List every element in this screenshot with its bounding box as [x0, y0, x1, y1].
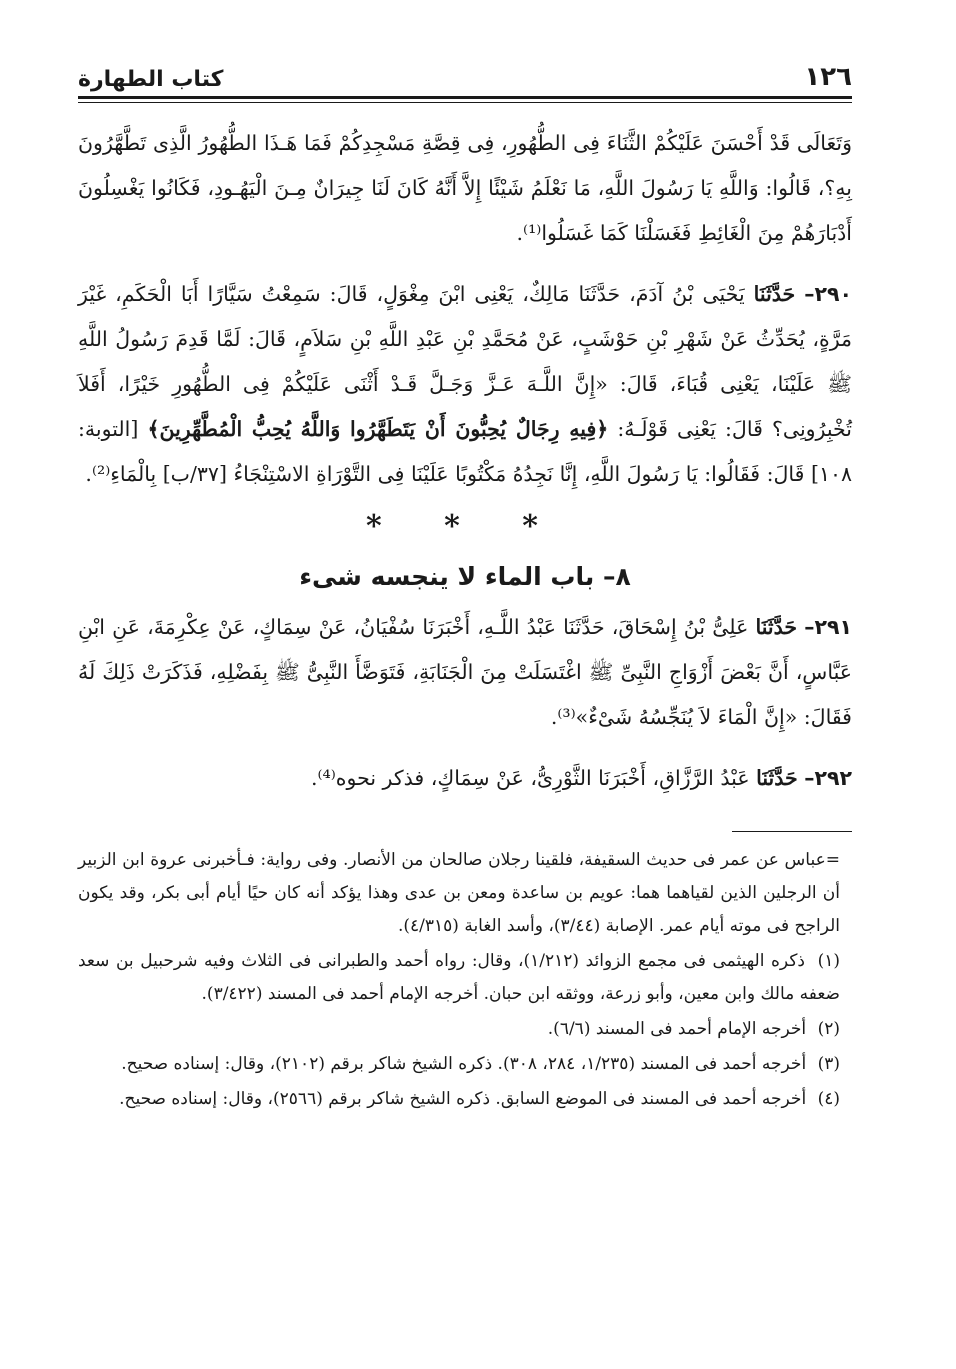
footnotes [78, 844, 852, 1116]
quran-verse: ﴿فِيهِ رِجَالٌ يُحِبُّونَ أَنْ يَتَطَهَّرُوا وَاللَّهُ يُحِبُّ الْمُطَّهِّرِينَ﴾ [147, 417, 609, 441]
main-text [78, 121, 852, 801]
footnote-marker: (٤) [817, 1089, 840, 1109]
book-page [78, 52, 852, 1118]
hadith-lead: حَدَّثَنَا [755, 615, 798, 639]
footnote-text: أخرجه أحمد فى المسند فى الموضع السابق. ذكره الشيخ شاكر برقم (٢٥٦٦)، وقال: إسناده صحيح. [119, 1089, 807, 1109]
footnote-text: ذكره الهيثمى فى مجمع الزوائد (١/٢١٢)، وقال: رواه أحمد والطبرانى فى الثلاث وفيه شرحبيل بن سعد ضعفه مالك وابن معين، وأبو زرعة، ووثقه ابن حبان. أخرجه الإمام أحمد فى المسند (٣/٤٢٢). [78, 951, 840, 1004]
hadith-292 [78, 756, 852, 801]
footnote-marker: (٢) [817, 1019, 840, 1039]
page-number: ١٢٦ [804, 62, 852, 92]
footnote-divider-wrap [78, 801, 852, 832]
hadith-number: ٢٩٢– [804, 766, 852, 790]
hadith-text-end: [التوبة: ١٠٨] قَالَ: فَقَالُوا: يَا رَسُولَ اللَّهِ، إِنَّا نَجِدُهُ مَكْتُوبًا عَلَيْنَا فِى التَّوْرَاةِ الاسْتِنْجَاءُ [٣٧/ب] بِالْمَاءِ⁽²⁾. [78, 417, 852, 486]
footnote-2 [78, 1013, 840, 1046]
section-separator: * * * [366, 509, 564, 544]
footnote-1 [78, 945, 840, 1011]
hadith-text: عَبْدُ الرَّزَّاقِ، أَخْبَرَنَا الثَّوْرِىُّ، عَنْ سِمَاكٍ، فذكر نحوه⁽⁴⁾. [310, 766, 750, 790]
running-title: كتاب الطهارة [78, 67, 224, 92]
chapter-title: ٨– باب الماء لا ينجسه شىء [299, 562, 631, 591]
hadith-number: ٢٩١– [804, 615, 852, 639]
footnote-text: أخرجه أحمد فى المسند (١/٢٣٥، ٢٨٤، ٣٠٨). ذكره الشيخ شاكر برقم (٢١٠٢)، وقال: إسناده صحيح. [121, 1054, 807, 1074]
footnote-marker: (١) [817, 951, 840, 971]
hadith-number: ٢٩٠– [804, 282, 852, 306]
hadith-lead: حَدَّثَنَا [756, 766, 798, 790]
hadith-290 [78, 272, 852, 497]
page-header [78, 52, 852, 99]
footnote-3 [78, 1048, 840, 1081]
footnote-text: أخرجه الإمام أحمد فى المسند (٦/٦). [547, 1019, 807, 1039]
footnote-continuation: =عباس عن عمر فى حديث السقيفة، فلقينا رجلان صالحان من الأنصار. وفى رواية: فـأخبرنى عروة ابن الزبير أن الرجلين الذين لقياهما هما: عويم بن ساعدة ومعن بن عدى وهذا يؤكد أنه كان حيًا أيام أبى بكر، وقد يكون الراجح فى موته أيام عمر. الإصابة (٣/٤٤)، وأسد الغابة (٤/٣١٥). [78, 850, 840, 936]
paragraph-continuation: وَتَعَالَى قَدْ أَحْسَنَ عَلَيْكُمْ الثَّنَاءَ فِى الطُّهُورِ، فِى قِصَّةِ مَسْجِدِكُمْ فَمَا هَـذَا الطُّهُورُ الَّذِى تَطَّهَّرُونَ بِهِ؟، قَالُوا: وَاللَّهِ يَا رَسُولَ اللَّهِ، مَا نَعْلَمُ شَيْئًا إِلاَّ أَنَّهُ كَانَ لَنَا جِيرَانٌ مِـنَ الْيَهُـودِ، فَكَانُوا يَغْسِلُونَ أَدْبَارَهُمْ مِنَ الْغَائِطِ فَغَسَلْنَا كَمَا غَسَلُوا⁽¹⁾. [78, 131, 852, 245]
footnote-marker: (٣) [817, 1054, 840, 1074]
footnote-4 [78, 1083, 840, 1116]
hadith-lead: حَدَّثَنَا [753, 282, 796, 306]
footnote-divider [732, 831, 852, 832]
hadith-291 [78, 605, 852, 740]
hadith-text: يَحْيَى بْنُ آدَمَ، حَدَّثَنَا مَالِكٌ، يَعْنِى ابْنَ مِغْوَلٍ، قَالَ: سَمِعْتُ سَيَّارًا أَبَا الْحَكَمِ، غَيْرَ مَرَّةٍ، يُحَدِّثُ عَنْ شَهْرِ بْنِ حَوْشَبٍ، عَنْ مُحَمَّدِ بْنِ عَبْدِ اللَّهِ بْنِ سَلاَمٍ، قَالَ: لَمَّا قَدِمَ رَسُولُ اللَّهِ ﷺ عَلَيْنَا، يَعْنِى قُبَاءَ، قَالَ: «إِنَّ اللَّـهَ عَـزَّ وَجَـلَّ قَـدْ أَثْنَى عَلَيْكُمْ فِى الطُّهُورِ خَيْرًا، أَفَلاَ تُخْبِرُونِى؟ قَالَ: يَعْنِى قَوْلَـهُ: [78, 282, 852, 441]
hadith-text: عَلِىُّ بْنُ إِسْحَاقَ، حَدَّثَنَا عَبْدُ اللَّـهِ، أَخْبَرَنَا سُفْيَانُ، عَنْ سِمَاكٍ، عَنْ عِكْرِمَةَ، عَنِ ابْنِ عَبَّاسٍ، أَنَّ بَعْضَ أَزْوَاجِ النَّبِىِّ ﷺ اغْتَسَلَتْ مِنَ الْجَنَابَةِ، فَتَوَضَّأَ النَّبِىُّ ﷺ بِفَضْلِهِ، فَذَكَرَتْ ذَلِكَ لَهُ فَقَالَ: «إِنَّ الْمَاءَ لاَ يُنَجِّسُهُ شَىْءٌ»⁽³⁾. [78, 615, 852, 729]
